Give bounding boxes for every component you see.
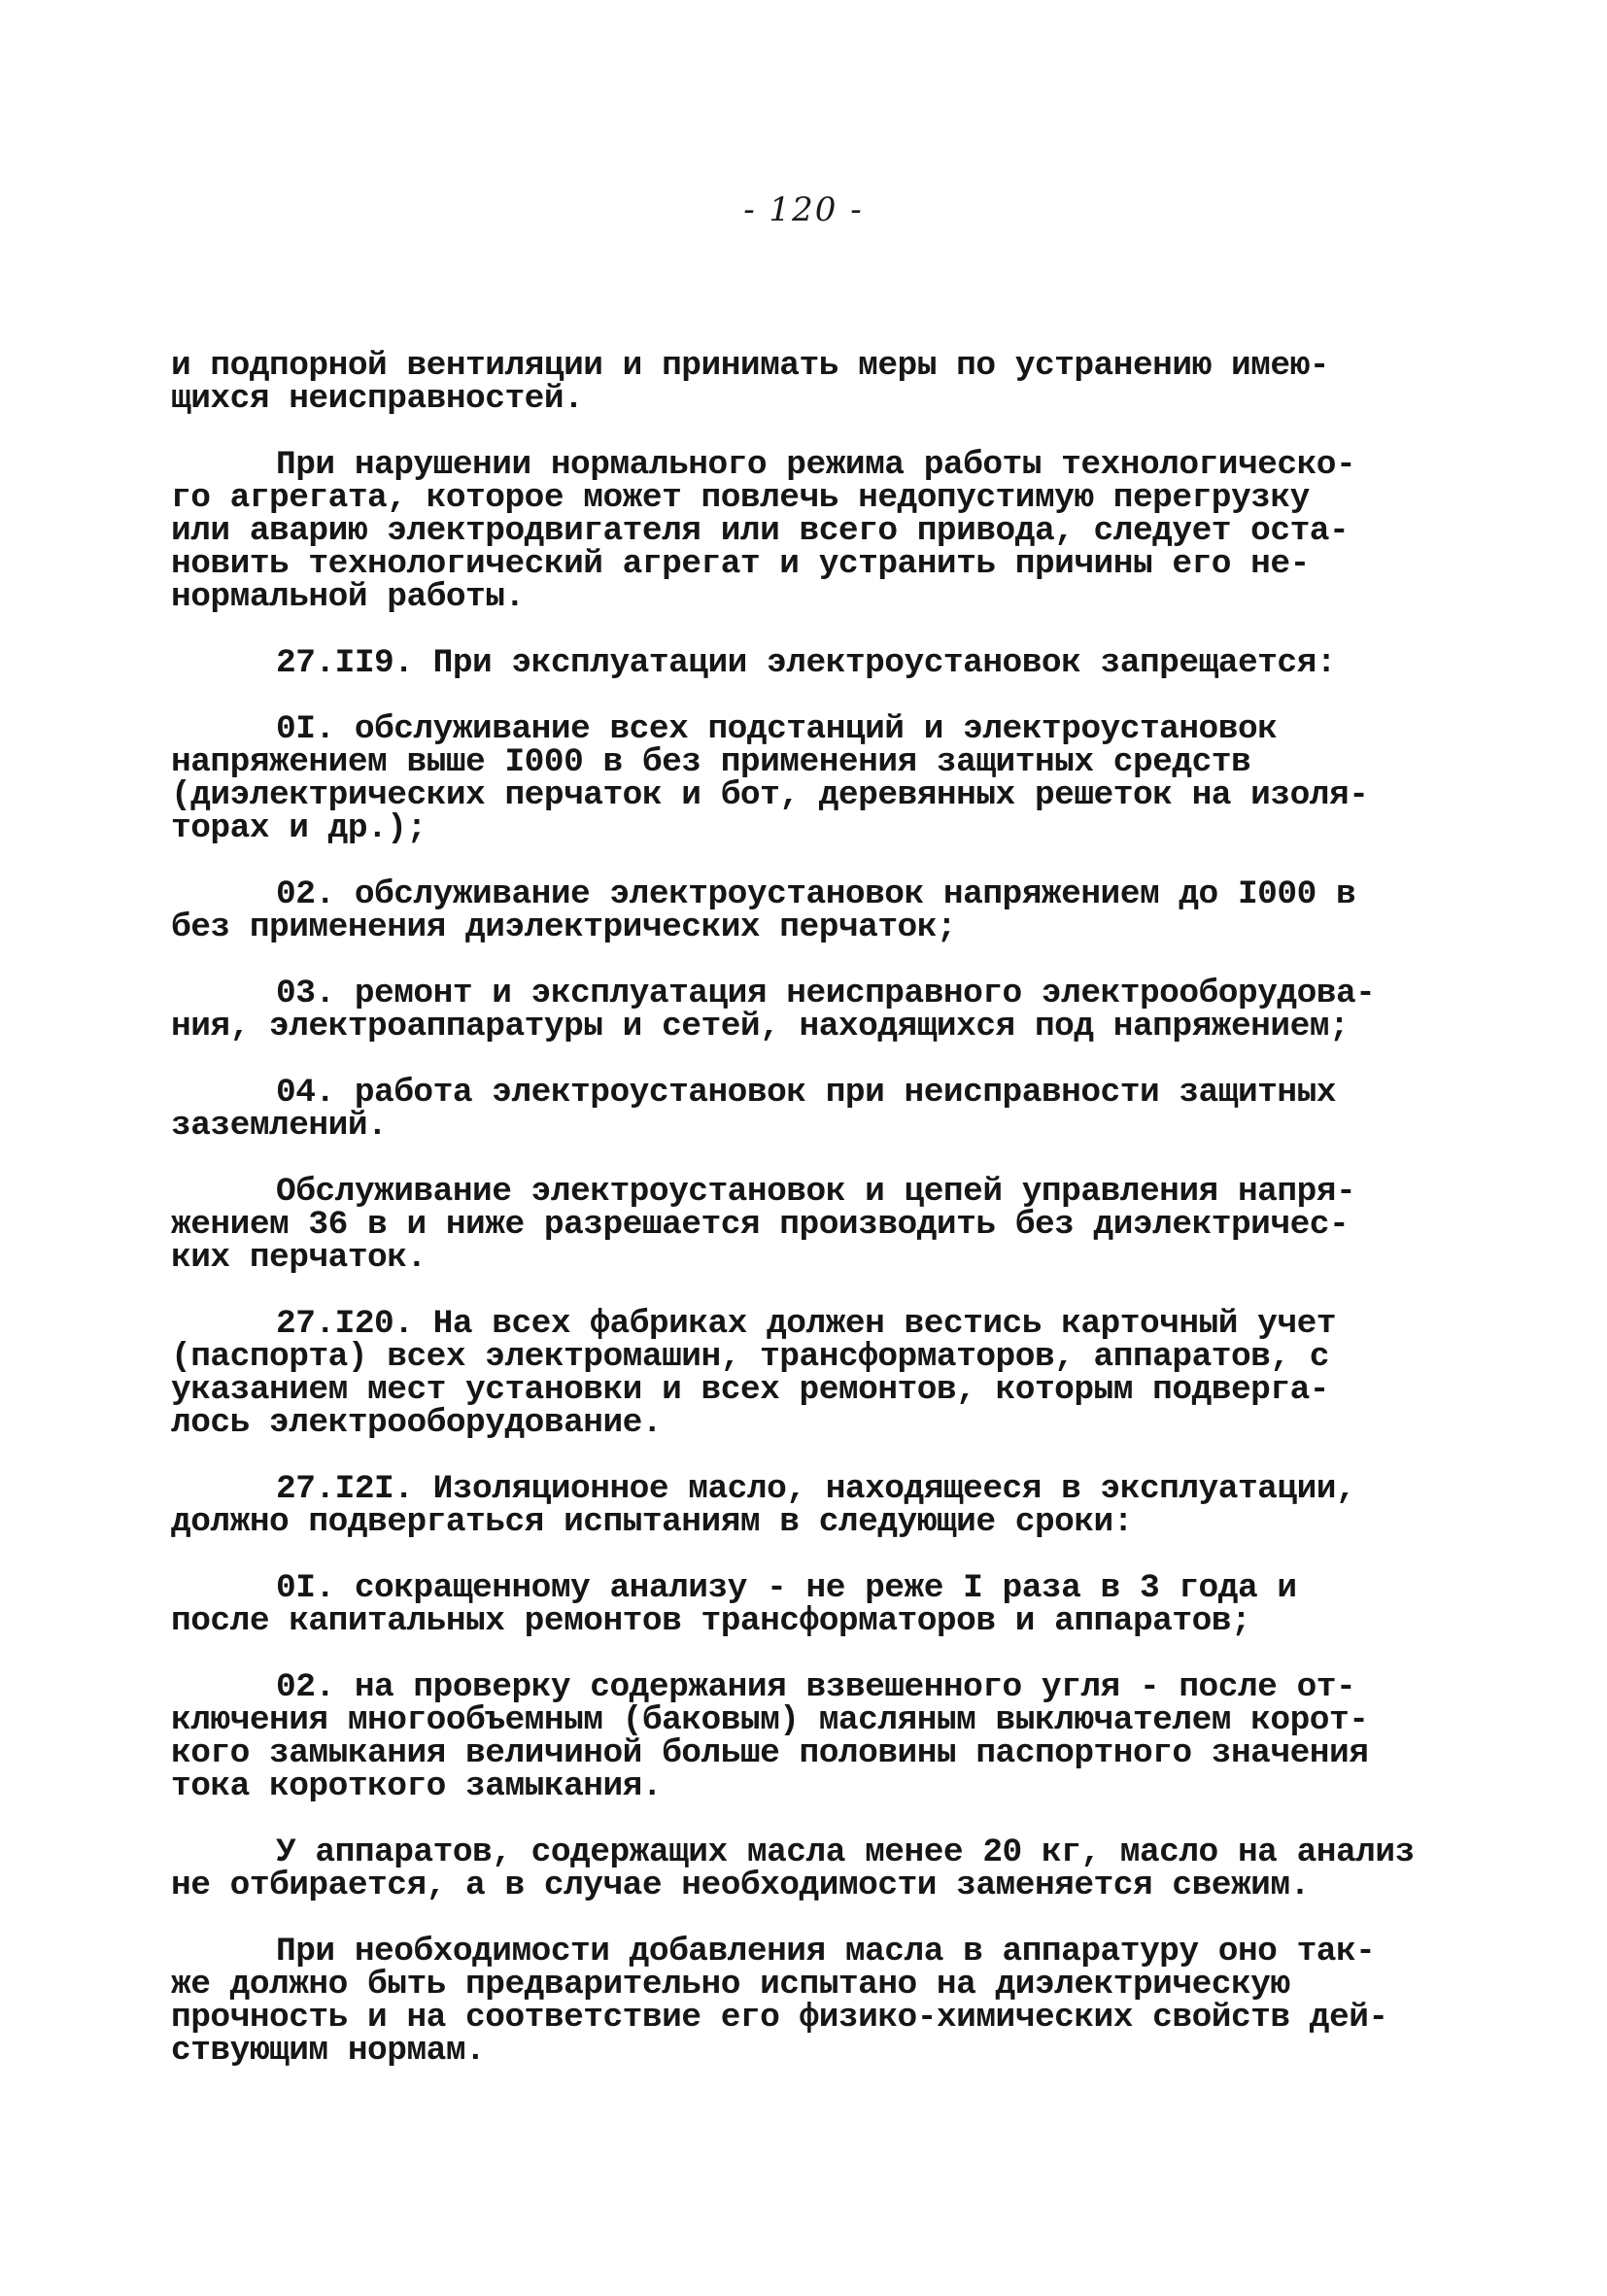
text-line: [171, 644, 1434, 682]
paragraph: [171, 875, 1434, 946]
paragraph: [171, 644, 1434, 682]
text-line: кого замыкания величиной больше половины паспортного значения: [171, 1734, 1369, 1772]
paragraph: [171, 977, 1434, 1044]
text-line: [171, 875, 1434, 913]
paragraph: [171, 1569, 1434, 1640]
text-line: (паспорта) всех электромашин, трансформаторов, аппаратов, с: [171, 1338, 1329, 1376]
text-line: ствующим нормам.: [171, 2032, 486, 2070]
paragraph: [171, 1668, 1434, 1805]
line-text: При нарушении нормального режима работы технологическо-: [276, 446, 1356, 484]
text-line: [171, 1668, 1434, 1706]
text-line: щихся неисправностей.: [171, 380, 584, 418]
text-line: [171, 446, 1434, 484]
paragraph: [171, 1833, 1434, 1904]
text-line: [171, 1305, 1434, 1343]
line-text: 02. обслуживание электроустановок напряжением до I000 в: [276, 875, 1356, 913]
paragraph: [171, 1305, 1434, 1442]
text-line: же должно быть предварительно испытано на диэлектрическую: [171, 1966, 1290, 2004]
text-line: без применения диэлектрических перчаток;: [171, 908, 957, 946]
text-line: напряжением выше I000 в без применения защитных средств: [171, 743, 1251, 781]
body-text: [171, 347, 1434, 2101]
line-text: 27.I20. На всех фабриках должен вестись карточный учет: [276, 1305, 1336, 1343]
text-line: жением 36 в и ниже разрешается производить без диэлектричес-: [171, 1206, 1350, 1244]
paragraph: [171, 446, 1434, 616]
text-line: (диэлектрических перчаток и бот, деревянных решеток на изоля-: [171, 776, 1369, 814]
paragraph: [171, 347, 1434, 418]
text-line: указанием мест установки и всех ремонтов, которым подверга-: [171, 1371, 1329, 1409]
text-line: или аварию электродвигателя или всего привода, следует оста-: [171, 512, 1350, 550]
paragraph: [171, 1173, 1434, 1277]
text-line: ния, электроаппаратуры и сетей, находящихся под напряжением;: [171, 1008, 1350, 1045]
text-line: [171, 1933, 1434, 1970]
text-line: ключения многообъемным (баковым) масляным выключателем корот-: [171, 1701, 1369, 1739]
line-text: 03. ремонт и эксплуатация неисправного электрооборудова-: [276, 975, 1376, 1012]
line-text: 04. работа электроустановок при неисправности защитных: [276, 1074, 1336, 1112]
paragraph: [171, 710, 1434, 847]
text-line: прочность и на соответствие его физико-химических свойств дей-: [171, 1999, 1388, 2037]
text-line: [171, 1173, 1434, 1211]
line-text: У аппаратов, содержащих масла менее 20 кг, масло на анализ: [276, 1833, 1415, 1871]
text-line: новить технологический агрегат и устранить причины его не-: [171, 545, 1310, 583]
text-line: [171, 1074, 1434, 1112]
text-line: [171, 1470, 1434, 1508]
page-number: - 120 -: [743, 190, 864, 229]
text-line: и подпорной вентиляции и принимать меры по устранению имею-: [171, 347, 1329, 385]
line-text: 02. на проверку содержания взвешенного угля - после от-: [276, 1668, 1356, 1706]
line-text: 27.I2I. Изоляционное масло, находящееся в эксплуатации,: [276, 1470, 1356, 1508]
text-line: должно подвергаться испытаниям в следующие сроки:: [171, 1503, 1133, 1541]
text-line: [171, 710, 1434, 748]
line-text: 27.II9. При эксплуатации электроустановок запрещается:: [276, 644, 1336, 682]
text-line: нормальной работы.: [171, 578, 525, 616]
text-line: го агрегата, которое может повлечь недопустимую перегрузку: [171, 479, 1310, 517]
text-line: после капитальных ремонтов трансформаторов и аппаратов;: [171, 1602, 1251, 1640]
text-line: торах и др.);: [171, 809, 427, 847]
line-text: При необходимости добавления масла в аппаратуру оно так-: [276, 1933, 1376, 1970]
paragraph: [171, 1933, 1434, 2070]
paragraph: [171, 1074, 1434, 1145]
paragraph: [171, 1470, 1434, 1541]
text-line: лось электрооборудование.: [171, 1404, 663, 1442]
text-line: [171, 1569, 1434, 1607]
text-line: [171, 977, 1434, 1011]
line-text: 0I. сокращенному анализу - не реже I раза в 3 года и: [276, 1569, 1297, 1607]
text-line: не отбирается, а в случае необходимости заменяется свежим.: [171, 1867, 1310, 1904]
text-line: ких перчаток.: [171, 1239, 427, 1277]
text-line: тока короткого замыкания.: [171, 1767, 663, 1805]
text-line: [171, 1833, 1434, 1871]
line-text: Обслуживание электроустановок и цепей управления напря-: [276, 1173, 1356, 1211]
line-text: 0I. обслуживание всех подстанций и электроустановок: [276, 710, 1278, 748]
text-line: заземлений.: [171, 1107, 388, 1145]
